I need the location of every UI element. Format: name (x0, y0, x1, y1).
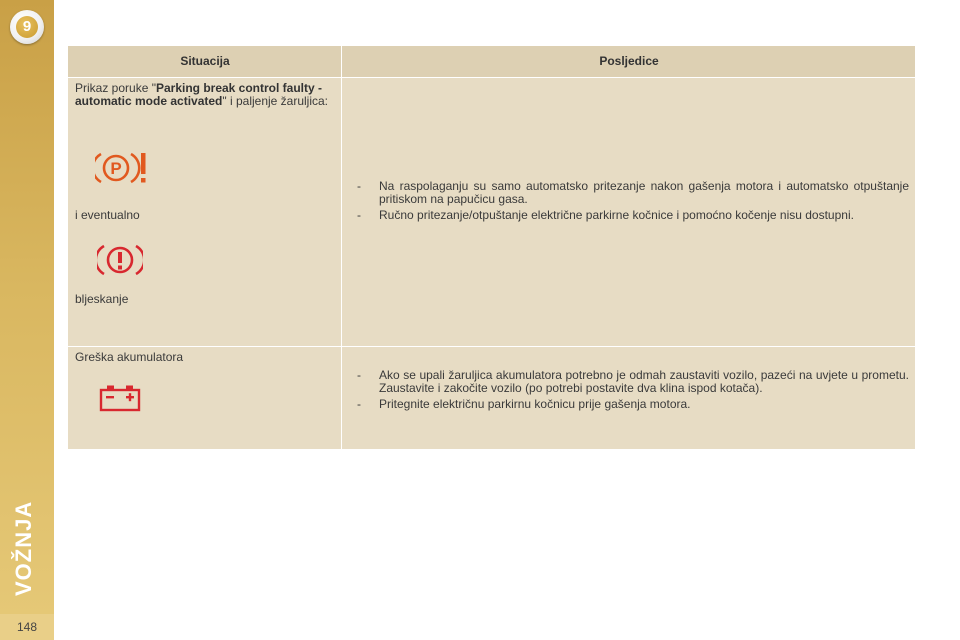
chapter-number: 9 (16, 16, 38, 38)
parking-brake-fault-icon (95, 150, 335, 189)
battery-icon (99, 384, 335, 415)
consequences-list (349, 369, 909, 411)
message-suffix: " i paljenje žaruljica: (222, 94, 329, 108)
blinking-text: bljeskanje (75, 292, 129, 306)
table-row (68, 346, 915, 449)
consequences-list (349, 180, 909, 225)
consequences-cell (342, 347, 915, 449)
situation-cell (68, 78, 342, 346)
table-row (68, 77, 915, 346)
message-prefix: Prikaz poruke " (75, 81, 156, 95)
list-item: - Na raspolaganju su samo automatsko pritezanje nakon gašenja motora i automatsko otpuštanje pritiskom na papučicu gasa. (357, 180, 909, 206)
chapter-badge (10, 10, 44, 44)
consequences-cell (342, 78, 915, 346)
header-consequences: Posljedice (599, 54, 659, 68)
header-situation: Situacija (68, 46, 342, 77)
section-title: VOŽNJA (11, 500, 36, 596)
list-item: - Ručno pritezanje/otpuštanje električne parkirne kočnice i pomoćno kočenje nisu dostupni. (357, 209, 909, 222)
battery-fault-text: Greška akumulatora (75, 350, 184, 364)
warnings-table (68, 46, 915, 449)
situation-cell (68, 347, 342, 449)
message-text (75, 82, 335, 108)
page-number: 148 (0, 614, 54, 640)
message-bold: Parking break control faulty - automatic mode activated (75, 81, 323, 108)
svg-text:P: P (110, 159, 122, 178)
chapter-sidebar (0, 0, 54, 640)
list-item: - Pritegnite električnu parkirnu kočnicu prije gašenja motora. (357, 398, 909, 411)
list-item: - Ako se upali žaruljica akumulatora potrebno je odmah zaustaviti vozilo, pazeći na uvjete u prometu. Zaustavite i zakočite vozilo (po potrebi postavite dva klina ispod kotača). (357, 369, 909, 395)
table-header-row (68, 46, 915, 77)
brake-warning-icon (97, 242, 335, 281)
eventually-text: i eventualno (75, 208, 140, 222)
